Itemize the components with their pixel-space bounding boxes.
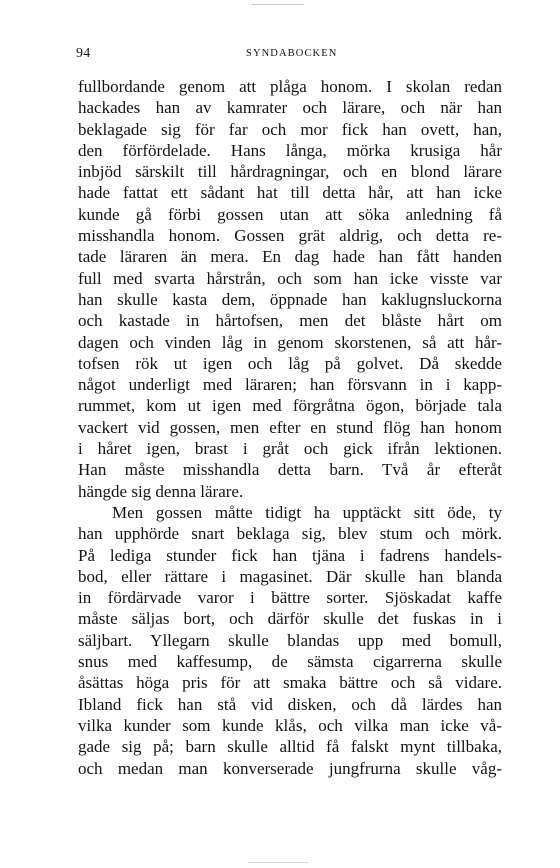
- text-line: fullbordande genom att plåga honom. I skolan redan: [78, 77, 502, 96]
- paragraph-end-line: hängde sig denna lärare.: [78, 481, 244, 501]
- text-line: något underligt med läraren; han försvann in i kapp-: [78, 375, 502, 395]
- page-header: [76, 46, 500, 64]
- body-text: [78, 76, 502, 779]
- text-line: rummet, kom ut igen med förgråtna ögon, började tala: [78, 396, 502, 416]
- text-line: säljbart. Yllegarn skulle blandas upp med bomull,: [78, 630, 502, 650]
- text-line: beklagade sig för far och mor fick han ovett, han,: [78, 119, 502, 139]
- text-line: han upphörde snart beklaga sig, blev stum och mörk.: [78, 524, 502, 544]
- text-line: tofsen rök ut igen och låg på golvet. Då skedde: [78, 353, 502, 373]
- text-line: vilka kunder som kunde klås, och vilka man icke vå-: [78, 715, 502, 735]
- text-line: och kastade in hårtofsen, men det blåste hårt om: [78, 311, 502, 331]
- text-line: misshandla honom. Gossen grät aldrig, och detta re-: [78, 226, 502, 246]
- text-line: dagen och vinden låg in genom skorstenen, så att hår-: [78, 332, 502, 352]
- text-line: vackert vid gossen, men efter en stund flög han honom: [78, 417, 502, 437]
- text-line: tade läraren än mera. En dag hade han fått handen: [78, 247, 502, 267]
- text-line: full med svarta hårstrån, och som han icke visste var: [78, 268, 502, 288]
- text-line: hackades han av kamrater och lärare, och när han: [78, 98, 502, 118]
- text-line: in fördärvade varor i bättre sorter. Sjöskadat kaffe: [78, 588, 502, 608]
- text-line: bod, eller rättare i magasinet. Där skulle han blanda: [78, 566, 502, 586]
- text-line: och medan man konverserade jungfrurna skulle våg-: [78, 758, 502, 778]
- text-line: åsättas höga pris för att smaka bättre och så vidare.: [78, 673, 502, 693]
- text-line: kunde gå förbi gossen utan att söka anledning få: [78, 204, 502, 224]
- page-number: 94: [76, 46, 91, 61]
- text-line: den förfördelade. Hans långa, mörka krusiga hår: [78, 140, 502, 160]
- paragraph-start-line: Men gossen måtte tidigt ha upptäckt sitt öde, ty: [112, 502, 502, 522]
- text-line: måste säljas bort, och därför skulle det fuskas in i: [78, 609, 502, 629]
- text-line: Han måste misshandla detta barn. Två år efteråt: [78, 460, 502, 480]
- text-line: Ibland fick han stå vid disken, och då lärdes han: [78, 694, 502, 714]
- text-line: i håret igen, brast i gråt och gick ifrån lektionen.: [78, 439, 502, 459]
- text-line: hade fattat ett sådant hat till detta hår, att han icke: [78, 183, 502, 203]
- text-line: gade sig på; barn skulle alltid få falskt mynt tillbaka,: [78, 737, 502, 757]
- running-head: SYNDABOCKEN: [246, 48, 338, 59]
- text-line: han skulle kasta dem, öppnade han kaklugnsluckorna: [78, 289, 502, 309]
- text-line: inbjöd särskilt till hårdragningar, och en blond lärare: [78, 162, 502, 182]
- top-edge-mark: [252, 4, 304, 5]
- text-line: snus med kaffesump, de sämsta cigarrerna skulle: [78, 652, 502, 672]
- text-line: På lediga stunder fick han tjäna i fadrens handels-: [78, 545, 502, 565]
- bottom-edge-mark: [248, 862, 308, 863]
